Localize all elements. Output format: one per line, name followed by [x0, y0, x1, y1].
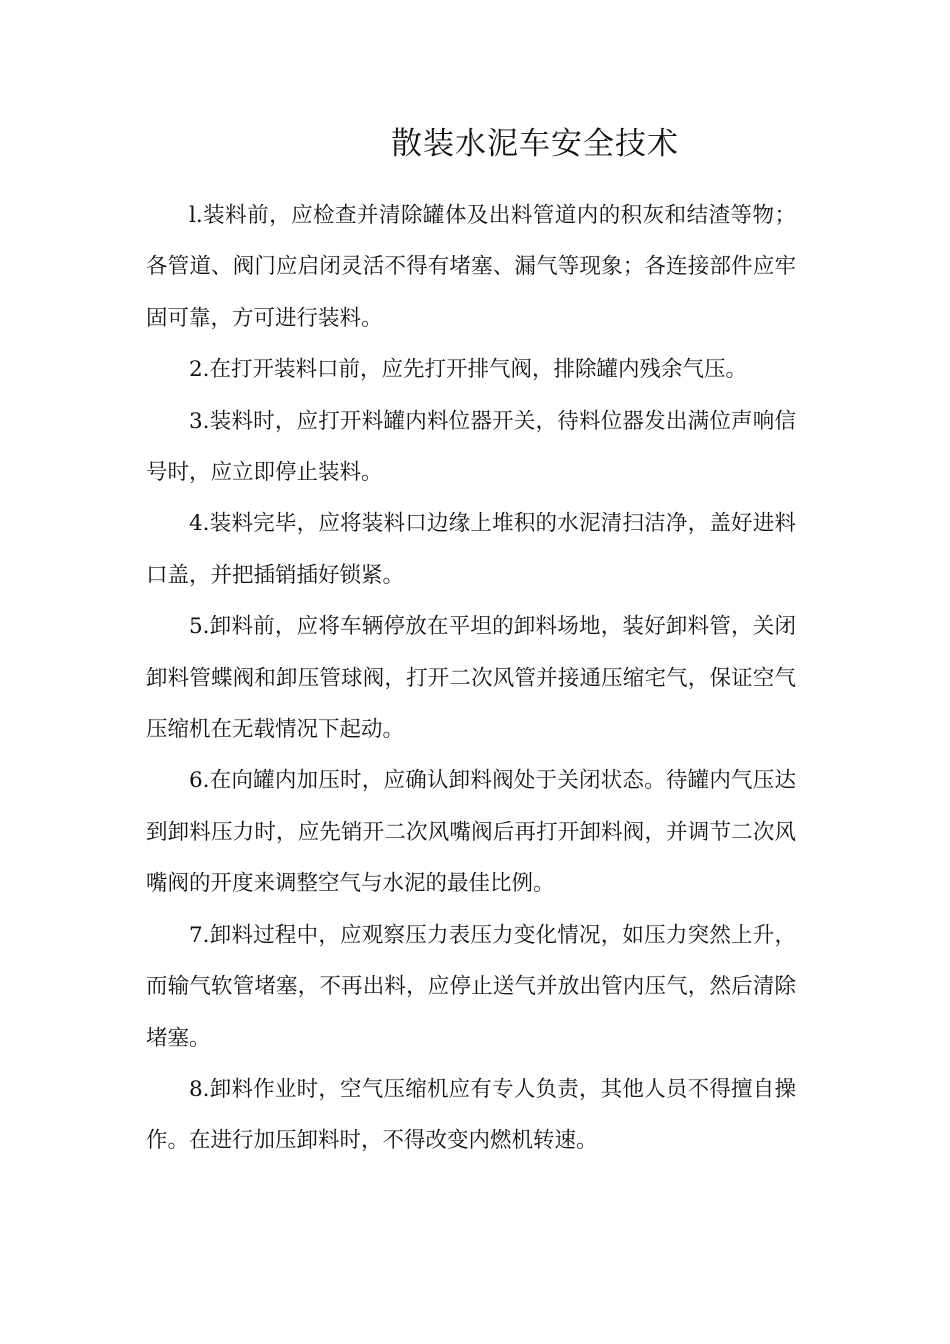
paragraph-5: 5.卸料前，应将车辆停放在平坦的卸料场地，装好卸料管，关闭卸料管蝶阀和卸压管球阀，打开二次风管并接通压缩宅气，保证空气压缩机在无载情况下起动。	[146, 614, 796, 743]
document-body	[146, 190, 796, 1167]
paragraph-2: 2.在打开装料口前，应先打开排气阀，排除罐内残余气压。	[189, 357, 748, 383]
paragraph-1: l.装料前，应检查并清除罐体及出料管道内的积灰和结渣等物；各管道、阀门应启闭灵活不得有堵塞、漏气等现象；各连接部件应牢固可靠，方可进行装料。	[146, 203, 796, 331]
paragraph-4: 4.装料完毕，应将装料口边缘上堆积的水泥清扫洁净，盖好进料口盖，并把插销插好锁紧。	[146, 511, 796, 588]
paragraph-6: 6.在向罐内加压时，应确认卸料阀处于关闭状态。待罐内气压达到卸料压力时，应先销开二次风嘴阀后再打开卸料阀，并调节二次风嘴阀的开度来调整空气与水泥的最佳比例。	[146, 768, 796, 897]
paragraph-7: 7.卸料过程中，应观察压力表压力变化情况，如压力突然上升，而输气软管堵塞，不再出料，应停止送气并放出管内压气，然后清除堵塞。	[146, 922, 796, 1051]
paragraph-8: 8.卸料作业时，空气压缩机应有专人负责，其他人员不得擅自操作。在进行加压卸料时，不得改变内燃机转速。	[146, 1076, 796, 1154]
document-title: 散装水泥车安全技术	[391, 126, 679, 162]
paragraph-3: 3.装料时，应打开料罐内料位器开关，待料位器发出满位声响信号时，应立即停止装料。	[146, 408, 796, 486]
